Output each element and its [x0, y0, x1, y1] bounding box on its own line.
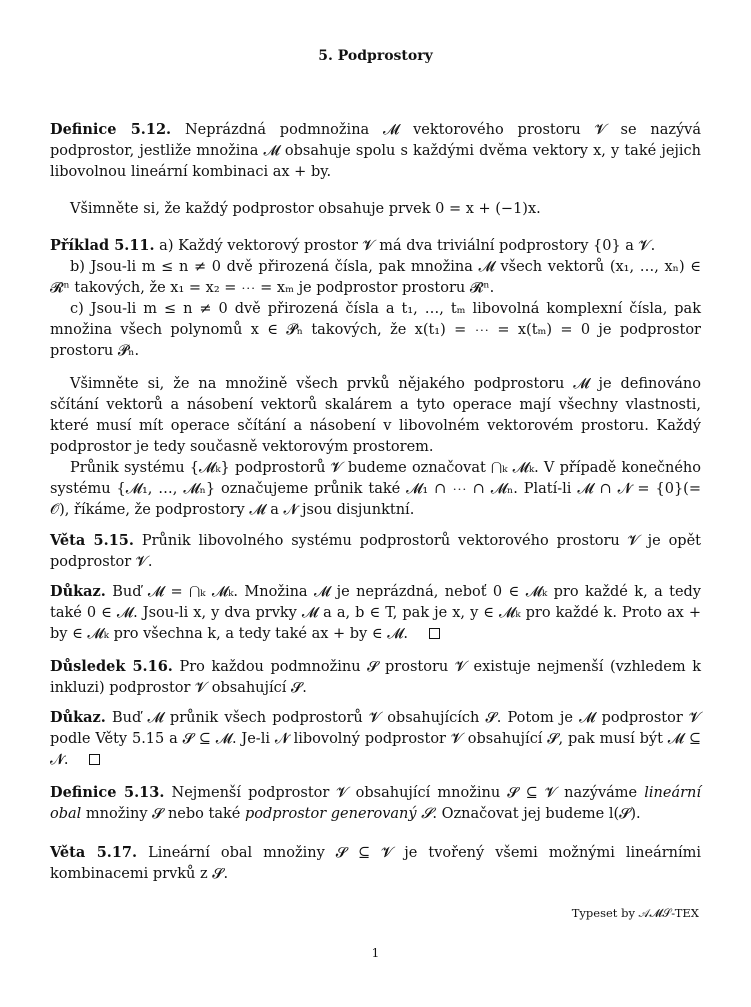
qed-square-icon	[89, 754, 100, 765]
example-part-c: c) Jsou-li m ≤ n ≠ 0 dvě přirozená čísla a t₁, …, tₘ libovolná komplexní čísla, pak množina všech polynomů x ∈ 𝓟ₙ takových, že x(t₁) = ⋯ = x(tₘ) = 0 je podprostor prostoru 𝓟ₙ.	[50, 301, 701, 359]
theorem-label: Věta 5.15.	[50, 532, 134, 549]
example-5-11	[50, 235, 701, 362]
proof-text: Buď 𝓜 průnik všech podprostorů 𝓥 obsahujících 𝓢. Potom je 𝓜 podprostor 𝓥 podle Věty 5.15 a 𝓢 ⊆ 𝓜. Je-li 𝓝 libovolný podprostor 𝓥 obsahující 𝓢, pak musí být 𝓜 ⊆ 𝓝.	[50, 710, 702, 768]
corollary-label: Důsledek 5.16.	[50, 658, 173, 675]
note-zero-vector: Všimněte si, že každý podprostor obsahuje prvek 0 = x + (−1)x.	[70, 201, 541, 217]
proof-5-15	[50, 581, 701, 645]
definition-text-before: Nejmenší podprostor 𝓥 obsahující množinu 𝓢 ⊆ 𝓥 nazýváme	[171, 785, 638, 801]
corollary-5-16	[50, 656, 701, 699]
proof-text: Buď 𝓜 = ⋂ₖ 𝓜ₖ. Množina 𝓜 je neprázdná, neboť 0 ∈ 𝓜ₖ pro každé k, a tedy také 0 ∈ 𝓜. Jsou-li x, y dva prvky 𝓜 a a, b ∈ T, pak je x, y ∈ 𝓜ₖ pro každé k. Proto ax + by ∈ 𝓜ₖ pro všechna k, a tedy také ax + by ∈ 𝓜.	[50, 584, 702, 642]
example-part-b: b) Jsou-li m ≤ n ≠ 0 dvě přirozená čísla, pak množina 𝓜 všech vektorů (x₁, …, xₙ) ∈ 𝓡ⁿ takových, že x₁ = x₂ = ⋯ = xₘ je podprostor prostoru 𝓡ⁿ.	[50, 259, 701, 296]
corollary-text: Pro každou podmnožinu 𝓢 prostoru 𝓥 existuje nejmenší (vzhledem k inkluzi) podprostor 𝓥 obsahující 𝓢.	[50, 659, 702, 696]
proof-label: Důkaz.	[50, 583, 106, 600]
definition-5-13	[50, 782, 701, 825]
definition-label: Definice 5.13.	[50, 784, 165, 801]
note-operations: Všimněte si, že na množině všech prvků nějakého podprostoru 𝓜 je definováno sčítání vektorů a násobení vektorů skalárem a tyto operace mají všechny vlastnosti, které musí mít operace sčítání a násobení v libovolném vektorovém prostoru. Každý podprostor je tedy současně vektorovým prostorem.	[50, 376, 701, 455]
example-label: Příklad 5.11.	[50, 237, 155, 254]
definition-text: Neprázdná podmnožina 𝓜 vektorového prostoru 𝓥 se nazývá podprostor, jestliže množina 𝓜 obsahuje spolu s každými dvěma vektory x, y také jejich libovolnou lineární kombinaci ax + by.	[50, 122, 702, 180]
definition-text-after: . Označovat jej budeme l(𝓢).	[432, 806, 641, 822]
example-part-a: a) Každý vektorový prostor 𝓥 má dva triviální podprostory {0} a 𝓥.	[159, 238, 656, 254]
theorem-text: Lineární obal množiny 𝓢 ⊆ 𝓥 je tvořený všemi možnými lineárními kombinacemi prvků z 𝓢.	[50, 845, 702, 882]
section-title: 5. Podprostory	[318, 48, 433, 64]
note-intersection: Průnik systému {𝓜ₖ} podprostorů 𝓥 budeme označovat ⋂ₖ 𝓜ₖ. V případě konečného systému {𝓜₁, …, 𝓜ₙ} označujeme průnik také 𝓜₁ ∩ ⋯ ∩ 𝓜ₙ. Platí-li 𝓜 ∩ 𝓝 = {0}(= 𝒪), říkáme, že podprostory 𝓜 a 𝓝 jsou disjunktní.	[50, 460, 701, 518]
definition-5-12	[50, 119, 701, 183]
page-number: 1	[371, 946, 380, 960]
theorem-5-15	[50, 530, 701, 573]
theorem-label: Věta 5.17.	[50, 844, 138, 861]
proof-5-16	[50, 707, 701, 771]
proof-label: Důkaz.	[50, 709, 106, 726]
typeset-credit: Typeset by 𝒜𝓜𝒮-TEX	[571, 906, 699, 920]
theorem-5-17	[50, 842, 701, 885]
term-linear-span: lineární obal	[50, 785, 701, 822]
definition-label: Definice 5.12.	[50, 121, 172, 138]
theorem-text: Průnik libovolného systému podprostorů vektorového prostoru 𝓥 je opět podprostor 𝓥.	[50, 533, 702, 570]
term-generated-subspace: podprostor generovaný 𝓢	[244, 806, 433, 822]
definition-text-mid: množiny 𝓢 nebo také	[85, 806, 241, 822]
qed-square-icon	[429, 628, 440, 639]
